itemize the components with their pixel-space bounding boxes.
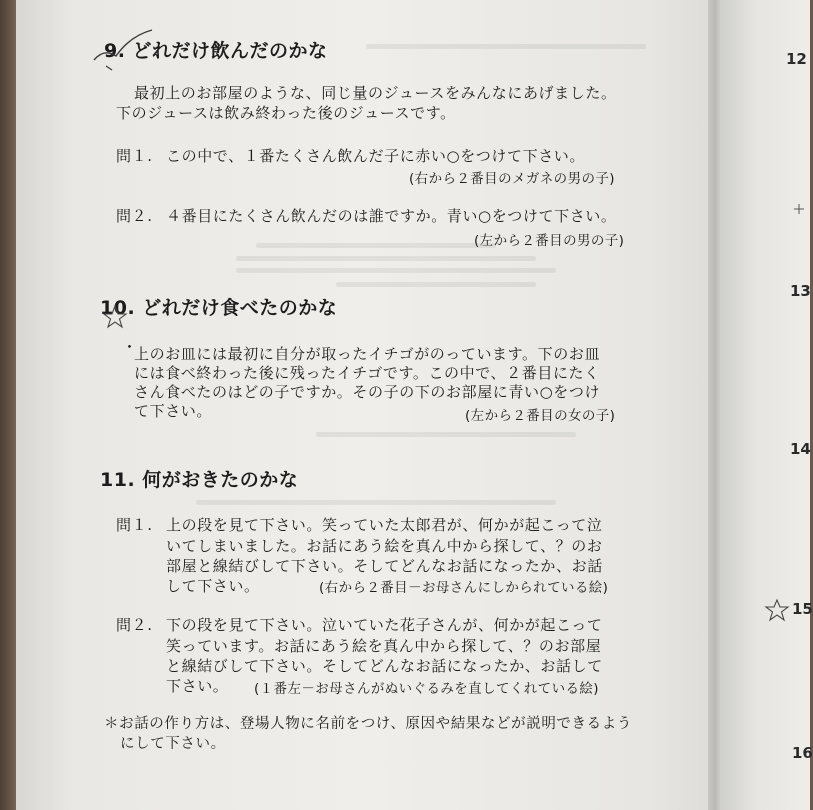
question-text: 上の段を見て下さい。笑っていた太郎君が、何かが起こって泣 bbox=[166, 516, 603, 534]
question-text: この中で、１番たくさん飲んだ子に赤い○をつけて下さい。 bbox=[166, 147, 585, 165]
answer-note: (１番左－お母さんがぬいぐるみを直してくれている絵) bbox=[254, 681, 599, 697]
question-text: 下の段を見て下さい。泣いていた花子さんが、何かが起こって bbox=[166, 616, 603, 634]
section-9-title: 9. どれだけ飲んだのかな bbox=[104, 40, 328, 62]
show-through bbox=[236, 256, 536, 261]
question-text: 下さい。 bbox=[166, 677, 229, 695]
question-text: と線結びして下さい。そしてどんなお話になったか、お話して bbox=[166, 657, 603, 675]
handwritten-star-icon bbox=[764, 598, 790, 622]
answer-note: (左から２番目の男の子) bbox=[474, 233, 625, 249]
handwritten-mark bbox=[790, 200, 808, 218]
section-9-intro-line: 最初上のお部屋のような、同じ量のジュースをみんなにあげました。 bbox=[134, 84, 617, 102]
question-text: ４番目にたくさん飲んだのは誰ですか。青い○をつけて下さい。 bbox=[166, 207, 617, 225]
right-page bbox=[720, 0, 813, 810]
question-label: 問２. bbox=[116, 616, 153, 634]
show-through bbox=[366, 44, 646, 49]
margin-number: 12 bbox=[786, 50, 807, 68]
bullet: ・ bbox=[122, 338, 138, 356]
margin-number: 13 bbox=[790, 282, 811, 300]
footnote-line: にして下さい。 bbox=[120, 736, 226, 752]
answer-note: (左から２番目の女の子) bbox=[465, 408, 616, 424]
margin-number: 14 bbox=[790, 440, 811, 458]
section-10-line: には食べ終わった後に残ったイチゴです。この中で、２番目にたく bbox=[134, 364, 600, 382]
show-through bbox=[256, 243, 496, 248]
margin-number: 16 bbox=[792, 744, 813, 762]
question-text: して下さい。 bbox=[166, 577, 260, 595]
section-10-title: 10. どれだけ食べたのかな bbox=[100, 297, 338, 319]
answer-note: (右から２番目－お母さんにしかられている絵) bbox=[319, 580, 609, 596]
handwritten-check-mark bbox=[86, 26, 156, 76]
show-through bbox=[236, 268, 556, 273]
handwritten-star-icon bbox=[102, 304, 128, 330]
answer-note: (右から２番目のメガネの男の子) bbox=[409, 171, 615, 187]
section-10-line: 上のお皿には最初に自分が取ったイチゴがのっています。下のお皿 bbox=[134, 345, 601, 363]
section-10-line: て下さい。 bbox=[134, 402, 213, 420]
section-10-line: さん食べたのはどの子ですか。その子の下のお部屋に青い○をつけ bbox=[134, 383, 601, 401]
question-text: 笑っています。お話にあう絵を真ん中から探して、？のお部屋 bbox=[166, 637, 602, 655]
question-text: 部屋と線結びして下さい。そしてどんなお話になったか、お話 bbox=[166, 557, 603, 575]
question-label: 問１. bbox=[116, 147, 153, 165]
show-through bbox=[316, 432, 576, 437]
left-page bbox=[16, 0, 716, 810]
question-text: いてしまいました。お話にあう絵を真ん中から探して、？のお bbox=[166, 537, 603, 555]
question-label: 問１. bbox=[116, 516, 153, 534]
section-9-intro-line: 下のジュースは飲み終わった後のジュースです。 bbox=[116, 104, 456, 122]
margin-number: 15 bbox=[792, 600, 813, 618]
show-through bbox=[196, 500, 556, 505]
question-label: 問２. bbox=[116, 207, 153, 225]
footnote-line: ＊お話の作り方は、登場人物に名前をつけ、原因や結果などが説明できるよう bbox=[104, 716, 632, 732]
show-through bbox=[336, 282, 536, 287]
section-11-title: 11. 何がおきたのかな bbox=[100, 469, 299, 491]
